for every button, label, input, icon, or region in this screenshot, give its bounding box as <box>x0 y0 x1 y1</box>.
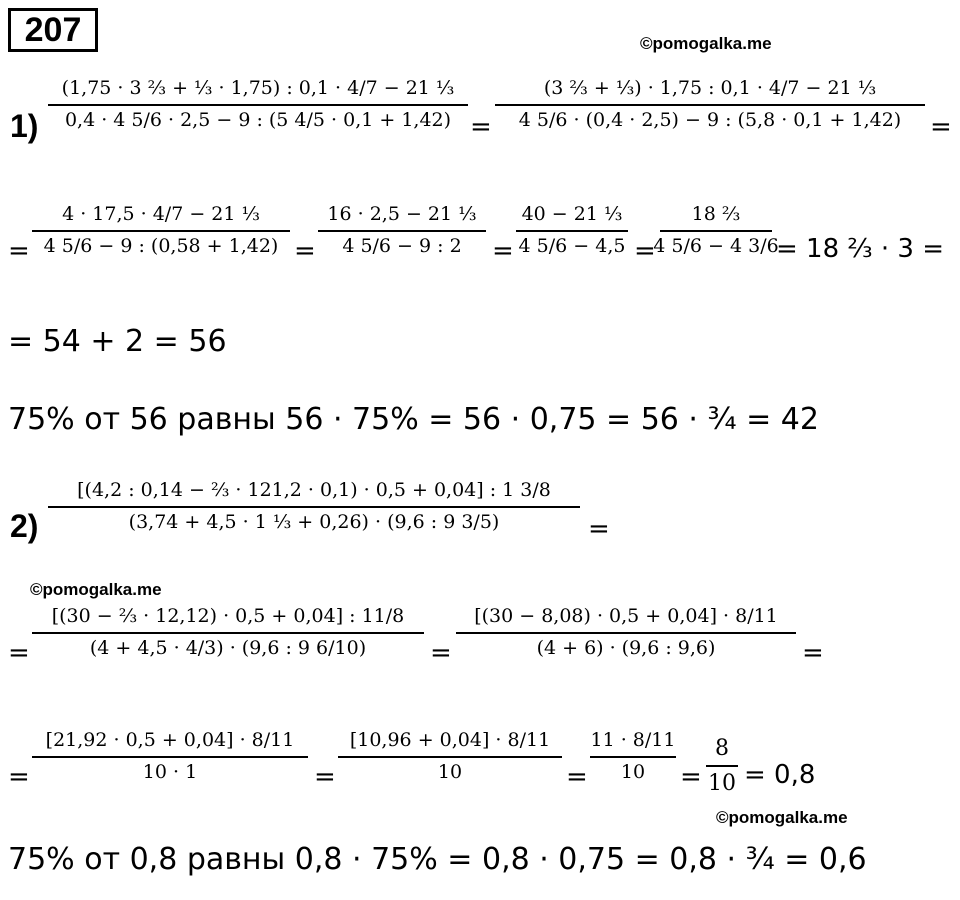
p2-r1-fraction <box>48 480 580 534</box>
numerator: 4 · 17,5 · 4/7 − 21 ⅓ <box>62 203 260 225</box>
p2-r3-tail: = 0,8 <box>744 760 816 790</box>
numerator: (3 ⅔ + ⅓) · 1,75 : 0,1 · 4/7 − 21 ⅓ <box>543 77 877 99</box>
fraction-bar <box>32 230 290 232</box>
p2-row4: 75% от 0,8 равны 0,8 · 75% = 0,8 · 0,75 = 0,8 · ¾ = 0,6 <box>8 842 867 877</box>
fraction-bar <box>48 506 580 508</box>
denominator: 0,4 · 4 5/6 · 2,5 − 9 : (5 4/5 · 0,1 + 1,42) <box>64 108 452 131</box>
fraction-bar <box>495 104 925 106</box>
numerator: (1,75 · 3 ⅔ + ⅓ · 1,75) : 0,1 · 4/7 − 21 ⅓ <box>61 77 455 99</box>
p2-r3-fraction-1 <box>32 730 308 784</box>
denominator: 10 <box>708 771 736 797</box>
numerator: [(30 − 8,08) · 0,5 + 0,04] · 8/11 <box>474 605 778 627</box>
equals-sign: = <box>470 112 492 142</box>
denominator: 4 5/6 · (0,4 · 2,5) − 9 : (5,8 · 0,1 + 1,42) <box>518 108 902 131</box>
p2-r3-fraction-2 <box>338 730 562 784</box>
p2-r2-fraction-1 <box>32 606 424 660</box>
fraction-bar <box>516 230 628 232</box>
denominator: 10 · 1 <box>142 760 198 783</box>
fraction-bar <box>660 230 772 232</box>
denominator: (4 + 6) · (9,6 : 9,6) <box>536 636 716 659</box>
part1-label: 1) <box>10 108 39 144</box>
p1-r2-fraction-3 <box>516 204 628 258</box>
denominator: 10 <box>620 760 646 783</box>
fraction-bar <box>706 765 738 767</box>
equals-sign: = <box>8 762 30 792</box>
equals-sign: = <box>430 638 452 668</box>
equals-sign: = <box>680 762 702 792</box>
equals-sign: = <box>8 236 30 266</box>
fraction-bar <box>456 632 796 634</box>
fraction-bar <box>48 104 468 106</box>
denominator: 4 5/6 − 9 : 2 <box>342 234 462 257</box>
denominator: 4 5/6 − 4,5 <box>518 234 626 257</box>
numerator: [21,92 · 0,5 + 0,04] · 8/11 <box>45 729 295 751</box>
equals-sign: = <box>492 236 514 266</box>
p1-r1-fraction-1 <box>48 78 468 132</box>
equals-sign: = <box>588 514 610 544</box>
numerator: [(30 − ⅔ · 12,12) · 0,5 + 0,04] : 11/8 <box>51 605 405 627</box>
fraction-bar <box>590 756 676 758</box>
equals-sign: = <box>8 638 30 668</box>
p2-r3-fraction-4 <box>706 736 738 797</box>
equals-sign: = <box>802 638 824 668</box>
p1-r2-tail: = 18 ⅔ · 3 = <box>776 234 944 264</box>
watermark-top: ©pomogalka.me <box>640 34 772 53</box>
problem-number: 207 <box>8 8 98 52</box>
watermark-middle: ©pomogalka.me <box>30 580 162 599</box>
numerator: 18 ⅔ <box>691 203 741 225</box>
numerator: [10,96 + 0,04] · 8/11 <box>349 729 551 751</box>
denominator: 4 5/6 − 9 : (0,58 + 1,42) <box>43 234 279 257</box>
fraction-bar <box>32 632 424 634</box>
equals-sign: = <box>930 112 952 142</box>
watermark-bottom: ©pomogalka.me <box>716 808 848 827</box>
p1-r1-fraction-2 <box>495 78 925 132</box>
denominator: 4 5/6 − 4 3/6 <box>653 234 779 257</box>
p2-r3-fraction-3 <box>590 730 676 784</box>
numerator: 16 · 2,5 − 21 ⅓ <box>327 203 477 225</box>
equals-sign: = <box>294 236 316 266</box>
p1-r2-fraction-2 <box>318 204 486 258</box>
numerator: 40 − 21 ⅓ <box>521 203 623 225</box>
numerator: 11 · 8/11 <box>590 729 676 751</box>
p1-row4: 75% от 56 равны 56 · 75% = 56 · 0,75 = 56 · ¾ = 42 <box>8 402 819 437</box>
fraction-bar <box>318 230 486 232</box>
fraction-bar <box>338 756 562 758</box>
equals-sign: = <box>314 762 336 792</box>
denominator: (4 + 4,5 · 4/3) · (9,6 : 9 6/10) <box>89 636 367 659</box>
numerator: [(4,2 : 0,14 − ⅔ · 121,2 · 0,1) · 0,5 + 0,04] : 1 3/8 <box>77 479 551 501</box>
equals-sign: = <box>566 762 588 792</box>
p1-r2-fraction-1 <box>32 204 290 258</box>
p1-r2-fraction-4 <box>653 203 779 258</box>
numerator: 8 <box>715 736 729 761</box>
denominator: (3,74 + 4,5 · 1 ⅓ + 0,26) · (9,6 : 9 3/5) <box>128 510 500 533</box>
p1-row3: = 54 + 2 = 56 <box>8 324 227 359</box>
part2-label: 2) <box>10 508 39 544</box>
equals-sign: = <box>634 236 656 266</box>
p2-r2-fraction-2 <box>456 606 796 660</box>
denominator: 10 <box>437 760 463 783</box>
fraction-bar <box>32 756 308 758</box>
